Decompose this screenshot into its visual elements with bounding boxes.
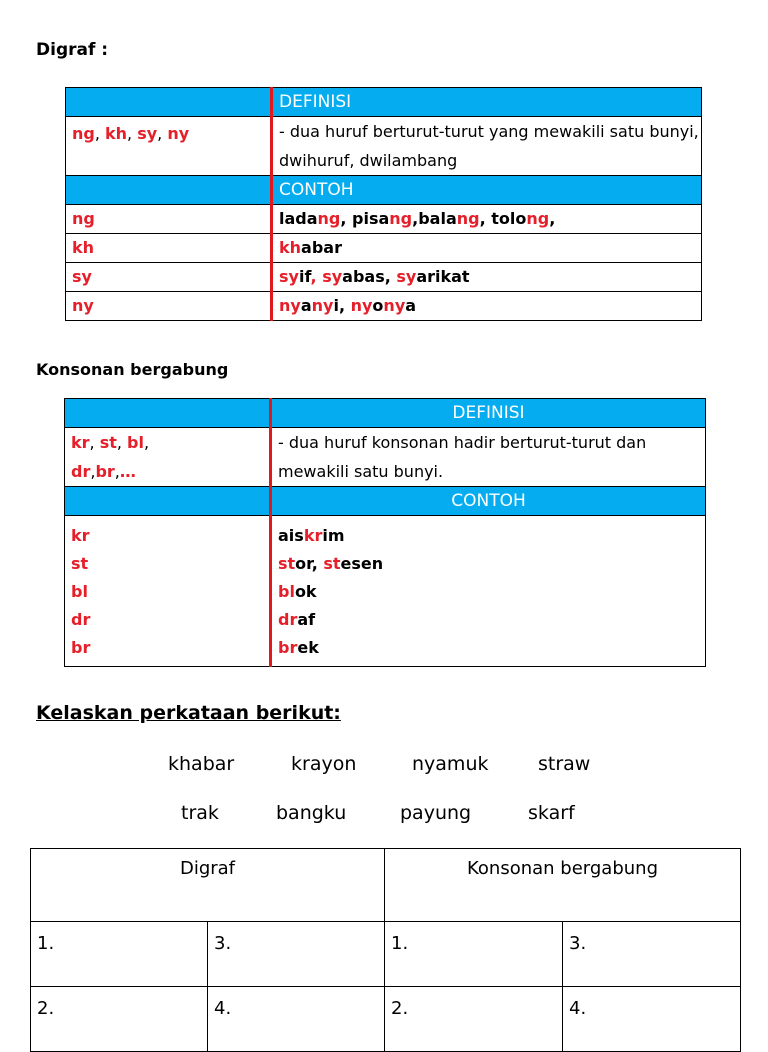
word-item: khabar [168,753,235,775]
konsonan-definition-label: kr, st, bl, dr,br,… [65,428,271,487]
answer-cell[interactable]: 4. [208,987,385,1052]
digraf-table [65,87,702,321]
word-item: skarf [528,802,575,824]
classification-table [30,848,741,1052]
answer-cell[interactable]: 2. [385,987,563,1052]
answer-cell[interactable]: 3. [563,922,741,987]
answer-cell[interactable]: 1. [31,922,208,987]
exercise-instruction: Kelaskan perkataan berikut: [36,702,341,724]
konsonan-example-words [271,516,706,667]
digraf-definition-header-row [66,88,702,117]
answer-row [31,987,741,1052]
digraf-definition-header: DEFINISI [272,88,702,117]
digraf-example-label: ng [66,205,272,234]
konsonan-definition-text: - dua huruf konsonan hadir berturut-turut dan mewakili satu bunyi. [271,428,706,487]
konsonan-example-block [65,516,706,667]
konsonan-example-label: br [71,638,91,657]
konsonan-example-header-row [65,487,706,516]
konsonan-title: Konsonan bergabung [36,360,229,379]
digraf-example-header-row [66,176,702,205]
konsonan-example-label: st [71,554,89,573]
word-item: straw [538,753,591,775]
column-header-digraf: Digraf [31,849,385,922]
digraf-example-row [66,205,702,234]
konsonan-example-labels [65,516,271,667]
digraf-definition-row [66,117,702,176]
digraf-example-row [66,292,702,321]
konsonan-example-word: brek [278,638,319,657]
digraf-example-label: sy [66,263,272,292]
word-item: payung [400,802,472,824]
konsonan-example-label: bl [71,582,88,601]
digraf-example-words: syif, syabas, syarikat [272,263,702,292]
digraf-definition-label: ng, kh, sy, ny [66,117,272,176]
digraf-definition-text: - dua huruf berturut-turut yang mewakili satu bunyi, dwihuruf, dwilambang [272,117,702,176]
digraf-example-label: kh [66,234,272,263]
digraf-example-row [66,234,702,263]
digraf-example-header: CONTOH [272,176,702,205]
konsonan-table [64,398,706,667]
classification-header-row [31,849,741,922]
digraf-example-label: ny [66,292,272,321]
konsonan-example-header: CONTOH [271,487,706,516]
word-item: krayon [291,753,357,775]
konsonan-example-word: aiskrim [278,526,345,545]
answer-cell[interactable]: 3. [208,922,385,987]
answer-cell[interactable]: 4. [563,987,741,1052]
konsonan-example-word: stor, stesen [278,554,384,573]
digraf-example-words: khabar [272,234,702,263]
konsonan-definition-row [65,428,706,487]
word-item: bangku [276,802,347,824]
digraf-example-row [66,263,702,292]
word-item: nyamuk [412,753,489,775]
column-header-konsonan: Konsonan bergabung [385,849,741,922]
answer-cell[interactable]: 1. [385,922,563,987]
answer-row [31,922,741,987]
konsonan-definition-header: DEFINISI [271,399,706,428]
konsonan-definition-header-row [65,399,706,428]
konsonan-example-word: draf [278,610,316,629]
digraf-example-words: ladang, pisang,balang, tolong, [272,205,702,234]
digraf-title: Digraf : [36,40,109,60]
konsonan-example-label: dr [71,610,91,629]
digraf-example-words: nyanyi, nyonya [272,292,702,321]
answer-cell[interactable]: 2. [31,987,208,1052]
word-item: trak [181,802,219,824]
konsonan-example-word: blok [278,582,317,601]
konsonan-example-label: kr [71,526,90,545]
